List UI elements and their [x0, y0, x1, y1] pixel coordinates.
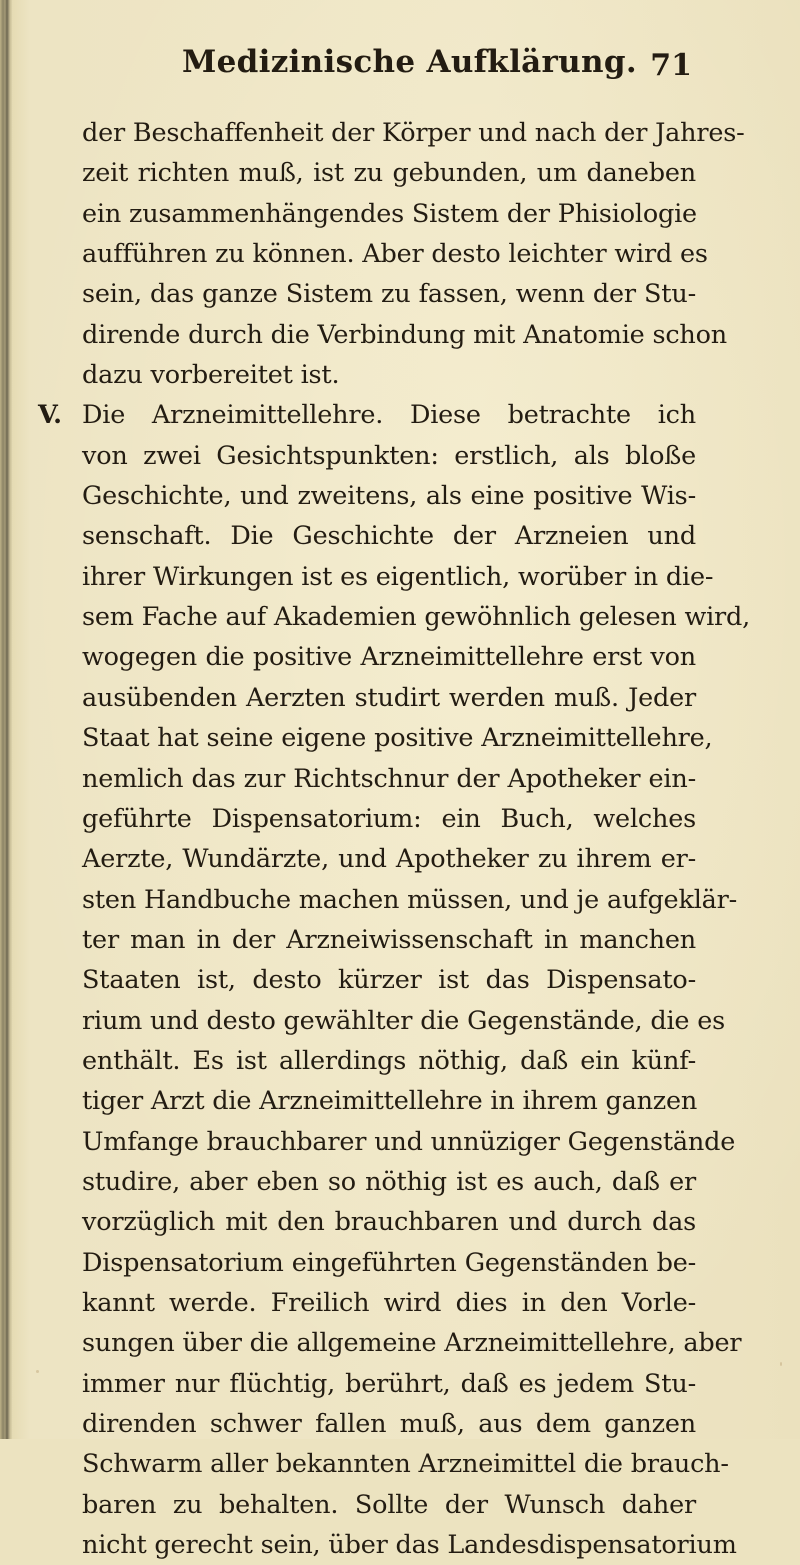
section-marker: V. — [38, 400, 62, 431]
text-line: sungen über die allgemeine Arzneimittellehre, aber — [82, 1328, 742, 1359]
text-line: Aerzte, Wundärzte, und Apotheker zu ihrem er- — [82, 844, 696, 875]
paper-spot — [36, 1370, 39, 1373]
text-line: aufführen zu können. Aber desto leichter wird es — [82, 239, 708, 270]
text-line: Geschichte, und zweitens, als eine positive Wis- — [82, 481, 696, 512]
text-line: sem Fache auf Akademien gewöhnlich gelesen wird, — [82, 602, 751, 633]
text-line: dirende durch die Verbindung mit Anatomie schon — [82, 319, 728, 350]
text-line: baren zu behalten. Sollte der Wunsch daher — [82, 1489, 696, 1520]
text-line: ausübenden Aerzten studirt werden muß. Jeder — [82, 682, 696, 713]
text-line: vorzüglich mit den brauchbaren und durch das — [82, 1207, 696, 1238]
text-line: senschaft. Die Geschichte der Arzneien und — [82, 521, 696, 552]
text-line: enthält. Es ist allerdings nöthig, daß ein künf- — [82, 1045, 696, 1076]
text-line: rium und desto gewählter die Gegenstände, die es — [82, 1005, 726, 1036]
paper-spot — [245, 1424, 247, 1429]
text-line: Staat hat seine eigene positive Arzneimittellehre, — [82, 723, 713, 754]
text-line: sten Handbuche machen müssen, und je aufgeklär- — [82, 884, 738, 915]
text-line: dazu vorbereitet ist. — [82, 360, 340, 391]
page-number: 71 — [650, 48, 692, 83]
text-line: Dispensatorium eingeführten Gegenständen be- — [82, 1247, 696, 1278]
text-line: nemlich das zur Richtschnur der Apotheker ein- — [82, 763, 696, 794]
page-gutter — [0, 0, 12, 1439]
text-line: der Beschaffenheit der Körper und nach der Jahres- — [82, 118, 745, 148]
text-line: tiger Arzt die Arzneimittellehre in ihrem ganzen — [82, 1086, 698, 1117]
page-header — [178, 44, 692, 104]
running-title: Medizinische Aufklärung. — [182, 44, 637, 80]
paper-spot — [780, 1362, 782, 1366]
text-line: ihrer Wirkungen ist es eigentlich, worüber in die- — [82, 561, 714, 592]
text-line: immer nur flüchtig, berührt, daß es jedem Stu- — [82, 1368, 696, 1399]
text-line: Umfange brauchbarer und unnüziger Gegenstände — [82, 1126, 736, 1157]
text-line: direnden schwer fallen muß, aus dem ganzen — [82, 1409, 696, 1439]
text-line: zeit richten muß, ist zu gebunden, um daneben — [82, 158, 696, 189]
text-line: nicht gerecht sein, über das Landesdispensatorium — [82, 1530, 737, 1561]
text-line: sein, das ganze Sistem zu fassen, wenn der Stu- — [82, 279, 696, 310]
text-line: geführte Dispensatorium: ein Buch, welches — [82, 803, 696, 834]
body-text — [38, 113, 751, 1565]
text-line: ter man in der Arzneiwissenschaft in manchen — [82, 924, 696, 955]
text-line: Schwarm aller bekannten Arzneimittel die brauch- — [82, 1449, 729, 1480]
text-line: wogegen die positive Arzneimittellehre erst von — [82, 642, 696, 673]
text-line: Staaten ist, desto kürzer ist das Dispensato- — [82, 965, 696, 996]
text-line: kannt werde. Freilich wird dies in den Vorle- — [82, 1287, 696, 1318]
text-line: ein zusammenhängendes Sistem der Phisiologie — [82, 198, 697, 229]
text-line: studire, aber eben so nöthig ist es auch, daß er — [82, 1166, 696, 1197]
section-heading-line: V. Die Arzneimittellehre. Diese betrachte ich — [80, 395, 696, 435]
text-line: von zwei Gesichtspunkten: erstlich, als bloße — [82, 440, 696, 471]
